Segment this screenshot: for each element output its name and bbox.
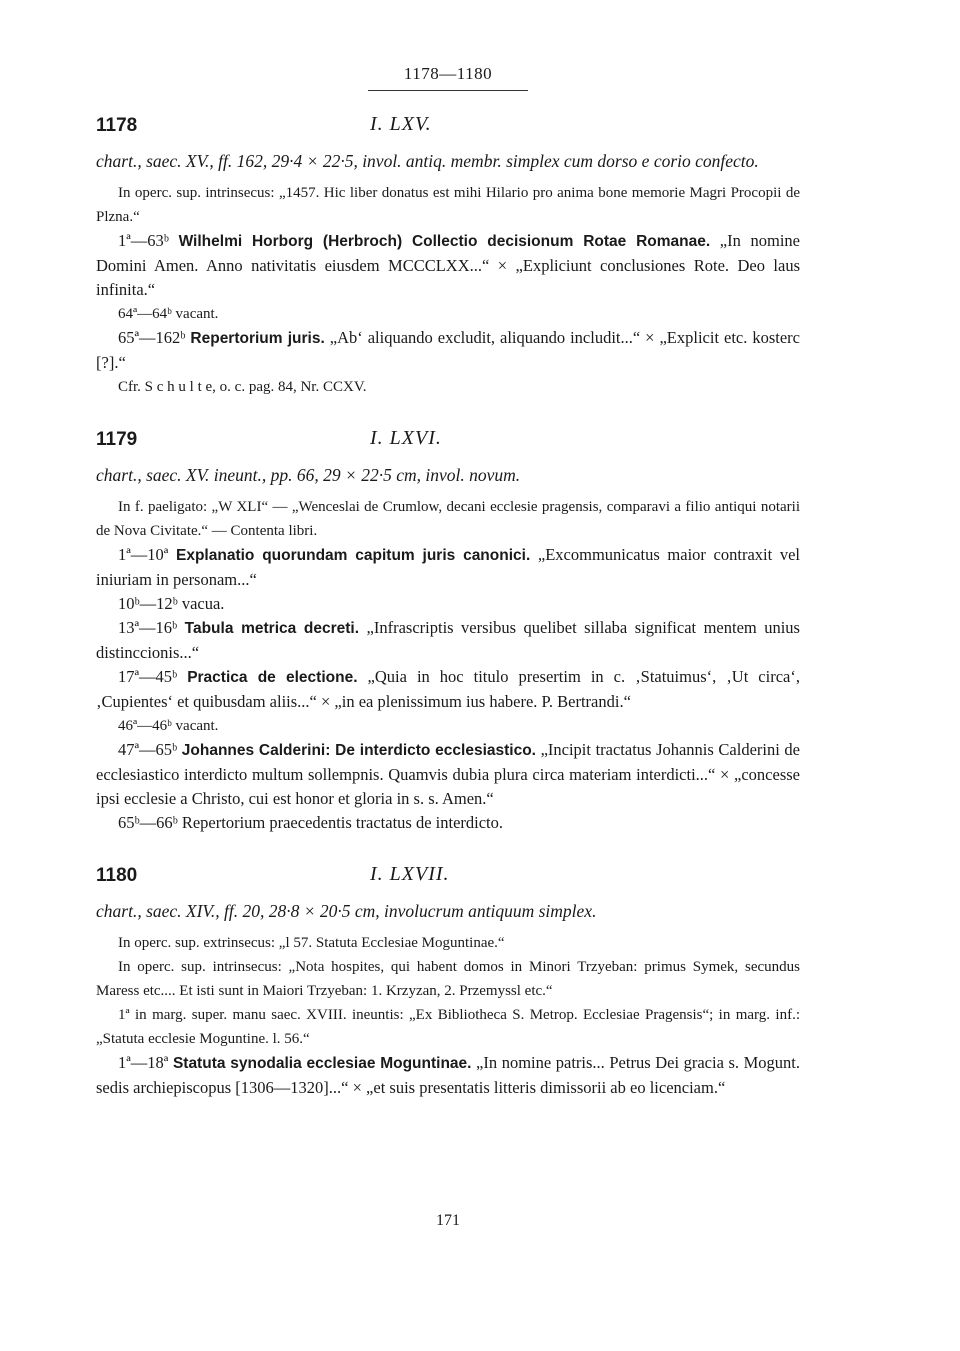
content-paragraph bbox=[96, 592, 800, 616]
content-paragraph bbox=[96, 495, 800, 543]
content-paragraph bbox=[96, 955, 800, 1003]
document-page bbox=[96, 64, 800, 1106]
entry-number: 1179 bbox=[96, 429, 138, 450]
work-title: Explanatio quorundam capitum juris canonici. bbox=[176, 547, 531, 564]
content-paragraph bbox=[96, 714, 800, 738]
incipit-explicit: „In nomine patris... Petrus Dei gracia s. Mogunt. sedis archiepiscopus [1306—1320]...“ × „et suis presentatis litteris dimissorii ab eo licenciam.“ bbox=[96, 1053, 800, 1097]
shelf-signature: I. LXVII. bbox=[370, 863, 450, 885]
content-paragraph bbox=[96, 543, 800, 592]
entry-gap bbox=[96, 399, 800, 405]
folio-range: 17ª—45ᵇ bbox=[118, 667, 188, 686]
folio-range: 1ª—18ª bbox=[118, 1053, 173, 1072]
folio-range: 47ª—65ᵇ bbox=[118, 740, 182, 759]
folio-range: 1ª—10ª bbox=[118, 545, 176, 564]
content-paragraph bbox=[96, 302, 800, 326]
content-paragraph bbox=[96, 181, 800, 229]
content-paragraph bbox=[96, 1003, 800, 1051]
folio-range: 46ª—46ᵇ vacant. bbox=[118, 718, 219, 734]
content-paragraph bbox=[96, 229, 800, 302]
incipit-explicit: „Excommunicatus maior contraxit vel iniuriam in personam...“ bbox=[96, 545, 800, 589]
folio-range: 64ª—64ᵇ vacant. bbox=[118, 306, 219, 322]
content-paragraph bbox=[96, 616, 800, 665]
entry-number: 1178 bbox=[96, 115, 138, 136]
folio-range: 1ª in marg. super. manu saec. XVIII. ineuntis: „Ex Bibliotheca S. Metrop. Ecclesiae Pragensis“; in marg. inf.: „Statuta ecclesie Moguntine. l. 56.“ bbox=[96, 1007, 800, 1047]
incipit-explicit: „Quia in hoc titulo presertim in c. ‚Statuimus‘, ‚Ut circa‘, ‚Cupientes‘ et quibusdam aliis...“ × „in ea plenissimum ius habere. P. Bertrandi.“ bbox=[96, 667, 800, 711]
work-title: Tabula metrica decreti. bbox=[184, 620, 360, 637]
work-title: Practica de electione. bbox=[187, 669, 358, 686]
entry-number: 1180 bbox=[96, 865, 138, 886]
content-paragraph bbox=[96, 665, 800, 714]
codex-description: chart., saec. XV., ff. 162, 29·4 × 22·5, invol. antiq. membr. simplex cum dorso e corio confecto. bbox=[96, 151, 759, 171]
incipit-explicit: „Incipit tractatus Johannis Calderini de ecclesiastico interdicto multum sollempnis. Quamvis dubia plura circa materiam interdicti...“ × „concesse ipsi ecclesie a Christo, cui est honor et gloria in s. s. Amen.“ bbox=[96, 740, 800, 808]
codex-description: chart., saec. XV. ineunt., pp. 66, 29 × 22·5 cm, invol. novum. bbox=[96, 465, 521, 485]
incipit-explicit: „In nomine Domini Amen. Anno nativitatis eiusdem MCCCLXX...“ × „Expliciunt conclusiones Rote. Deo laus infinita.“ bbox=[96, 231, 800, 299]
content-paragraph bbox=[96, 931, 800, 955]
folio-range: 65ᵇ—66ᵇ Repertorium praecedentis tractatus de interdicto. bbox=[118, 813, 504, 832]
content-paragraph bbox=[96, 375, 800, 399]
content-paragraph bbox=[96, 1051, 800, 1100]
folio-range: In f. paeligato: „W XLI“ — „Wenceslai de Crumlow, decani ecclesie pragensis, comparavi a filio antiqui notarii de Nova Civitate.“ — Contenta libri. bbox=[96, 499, 800, 539]
entry-header bbox=[96, 423, 800, 459]
folio-range: In operc. sup. intrinsecus: „Nota hospites, qui habent domos in Minori Trzyeban: primus Symek, secundus Maress etc.... Et isti sunt in Maiori Trzyeban: 1. Krzyzan, 2. Przemyssl etc.“ bbox=[96, 959, 800, 999]
folio-range: In operc. sup. intrinsecus: „1457. Hic liber donatus est mihi Hilario pro anima bone memorie Magri Procopii de Plzna.“ bbox=[96, 185, 800, 225]
entry-gap bbox=[96, 835, 800, 841]
entry-header bbox=[96, 859, 800, 895]
page-number: 171 bbox=[436, 1212, 460, 1229]
work-title: Repertorium juris. bbox=[190, 330, 325, 347]
head-rule bbox=[368, 90, 528, 91]
content-paragraph bbox=[96, 738, 800, 811]
work-title: Johannes Calderini: De interdicto ecclesiastico. bbox=[181, 742, 536, 759]
folio-range: 10ᵇ—12ᵇ vacua. bbox=[118, 594, 225, 613]
folio-range: 65ª—162ᵇ bbox=[118, 328, 191, 347]
codex-description: chart., saec. XIV., ff. 20, 28·8 × 20·5 cm, involucrum antiquum simplex. bbox=[96, 901, 597, 921]
content-paragraph bbox=[96, 811, 800, 835]
shelf-signature: I. LXVI. bbox=[370, 427, 442, 449]
content-paragraph bbox=[96, 326, 800, 375]
work-title: Statuta synodalia ecclesiae Moguntinae. bbox=[172, 1055, 472, 1072]
entries bbox=[96, 109, 800, 1106]
work-title: Wilhelmi Horborg (Herbroch) Collectio decisionum Rotae Romanae. bbox=[178, 233, 711, 250]
entry-gap bbox=[96, 1100, 800, 1106]
folio-range: Cfr. S c h u l t e, o. c. pag. 84, Nr. CCXV. bbox=[118, 379, 367, 395]
folio-range: 1ª—63ᵇ bbox=[118, 231, 179, 250]
folio-range: In operc. sup. extrinsecus: „l 57. Statuta Ecclesiae Moguntinae.“ bbox=[118, 935, 505, 951]
incipit-explicit: „Infrascriptis versibus quelibet sillaba significat mentem unius distinccionis...“ bbox=[96, 618, 800, 662]
running-head: 1178—1180 bbox=[403, 64, 493, 83]
entry-header bbox=[96, 109, 800, 145]
shelf-signature: I. LXV. bbox=[370, 113, 432, 135]
incipit-explicit: „Ab‘ aliquando excludit, aliquando includit...“ × „Explicit etc. kosterc [?].“ bbox=[96, 328, 800, 372]
folio-range: 13ª—16ᵇ bbox=[118, 618, 185, 637]
